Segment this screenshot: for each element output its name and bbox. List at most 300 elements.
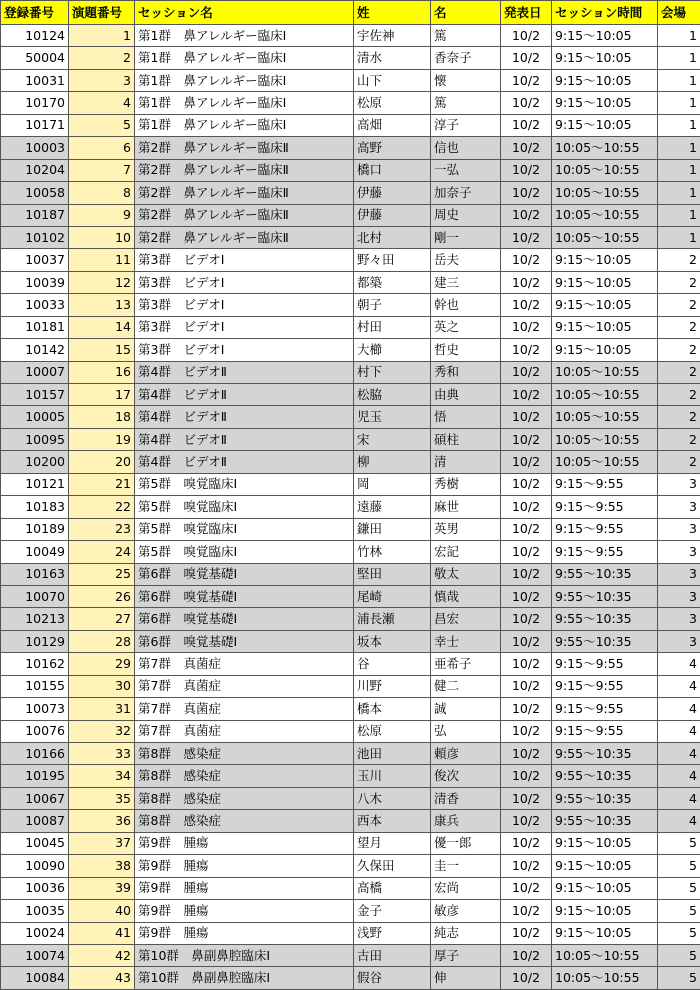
header-date: 発表日	[501, 1, 552, 25]
table-row	[1, 204, 700, 226]
session-name-cell: 第2群 鼻アレルギー臨床Ⅱ	[135, 137, 354, 159]
given-name-cell: 頼彦	[431, 743, 501, 765]
surname-cell: 松原	[354, 720, 431, 742]
presentation-number-cell: 34	[69, 765, 135, 787]
table-row	[1, 855, 700, 877]
presentation-number-cell: 6	[69, 137, 135, 159]
surname-cell: 池田	[354, 743, 431, 765]
registration-number-cell: 10073	[1, 698, 69, 720]
room-cell: 2	[658, 271, 700, 293]
given-name-cell: 幹也	[431, 294, 501, 316]
room-cell: 2	[658, 384, 700, 406]
session-name-cell: 第10群 鼻副鼻腔臨床Ⅰ	[135, 967, 354, 989]
table-row	[1, 25, 700, 47]
date-cell: 10/2	[501, 787, 552, 809]
session-name-cell: 第2群 鼻アレルギー臨床Ⅱ	[135, 159, 354, 181]
presentation-number-cell: 3	[69, 69, 135, 91]
session-name-cell: 第9群 腫瘍	[135, 832, 354, 854]
session-name-cell: 第1群 鼻アレルギー臨床Ⅰ	[135, 25, 354, 47]
registration-number-cell: 10058	[1, 182, 69, 204]
surname-cell: 岡	[354, 473, 431, 495]
presentation-number-cell: 9	[69, 204, 135, 226]
date-cell: 10/2	[501, 25, 552, 47]
header-session-time: セッション時間	[552, 1, 658, 25]
room-cell: 2	[658, 361, 700, 383]
registration-number-cell: 10049	[1, 541, 69, 563]
session-name-cell: 第6群 嗅覚基礎Ⅰ	[135, 585, 354, 607]
session-name-cell: 第3群 ビデオⅠ	[135, 316, 354, 338]
table-row	[1, 114, 700, 136]
room-cell: 1	[658, 159, 700, 181]
given-name-cell: 哲史	[431, 339, 501, 361]
surname-cell: 假谷	[354, 967, 431, 989]
given-name-cell: 信也	[431, 137, 501, 159]
registration-number-cell: 10155	[1, 675, 69, 697]
session-name-cell: 第2群 鼻アレルギー臨床Ⅱ	[135, 226, 354, 248]
header-registration-number: 登録番号	[1, 1, 69, 25]
presentation-number-cell: 20	[69, 451, 135, 473]
table-row	[1, 967, 700, 989]
session-name-cell: 第5群 嗅覚臨床Ⅰ	[135, 541, 354, 563]
session-time-cell: 9:15～10:05	[552, 271, 658, 293]
session-time-cell: 9:15～10:05	[552, 294, 658, 316]
date-cell: 10/2	[501, 339, 552, 361]
presentation-number-cell: 38	[69, 855, 135, 877]
session-time-cell: 9:15～9:55	[552, 496, 658, 518]
surname-cell: 野々田	[354, 249, 431, 271]
date-cell: 10/2	[501, 765, 552, 787]
given-name-cell: 慎哉	[431, 585, 501, 607]
room-cell: 4	[658, 765, 700, 787]
room-cell: 1	[658, 226, 700, 248]
surname-cell: 鎌田	[354, 518, 431, 540]
date-cell: 10/2	[501, 608, 552, 630]
presentation-number-cell: 30	[69, 675, 135, 697]
given-name-cell: 伸	[431, 967, 501, 989]
date-cell: 10/2	[501, 226, 552, 248]
session-name-cell: 第2群 鼻アレルギー臨床Ⅱ	[135, 182, 354, 204]
session-time-cell: 9:15～10:05	[552, 92, 658, 114]
surname-cell: 高野	[354, 137, 431, 159]
registration-number-cell: 10121	[1, 473, 69, 495]
table-row	[1, 496, 700, 518]
session-name-cell: 第5群 嗅覚臨床Ⅰ	[135, 518, 354, 540]
presentation-number-cell: 37	[69, 832, 135, 854]
surname-cell: 村下	[354, 361, 431, 383]
date-cell: 10/2	[501, 743, 552, 765]
table-row	[1, 810, 700, 832]
table-row	[1, 406, 700, 428]
presentation-number-cell: 5	[69, 114, 135, 136]
presentation-number-cell: 33	[69, 743, 135, 765]
session-name-cell: 第7群 真菌症	[135, 698, 354, 720]
room-cell: 4	[658, 743, 700, 765]
session-name-cell: 第1群 鼻アレルギー臨床Ⅰ	[135, 69, 354, 91]
presentation-number-cell: 21	[69, 473, 135, 495]
surname-cell: 都築	[354, 271, 431, 293]
session-name-cell: 第4群 ビデオⅡ	[135, 361, 354, 383]
date-cell: 10/2	[501, 675, 552, 697]
date-cell: 10/2	[501, 204, 552, 226]
session-time-cell: 10:05～10:55	[552, 967, 658, 989]
registration-number-cell: 50004	[1, 47, 69, 69]
registration-number-cell: 10074	[1, 944, 69, 966]
room-cell: 4	[658, 810, 700, 832]
given-name-cell: 幸士	[431, 630, 501, 652]
room-cell: 5	[658, 855, 700, 877]
session-name-cell: 第6群 嗅覚基礎Ⅰ	[135, 608, 354, 630]
session-name-cell: 第1群 鼻アレルギー臨床Ⅰ	[135, 92, 354, 114]
presentation-number-cell: 40	[69, 900, 135, 922]
date-cell: 10/2	[501, 653, 552, 675]
date-cell: 10/2	[501, 810, 552, 832]
session-name-cell: 第1群 鼻アレルギー臨床Ⅰ	[135, 47, 354, 69]
room-cell: 1	[658, 137, 700, 159]
registration-number-cell: 10007	[1, 361, 69, 383]
table-row	[1, 361, 700, 383]
session-time-cell: 9:55～10:35	[552, 743, 658, 765]
session-name-cell: 第3群 ビデオⅠ	[135, 271, 354, 293]
date-cell: 10/2	[501, 855, 552, 877]
surname-cell: 村田	[354, 316, 431, 338]
surname-cell: 宇佐神	[354, 25, 431, 47]
table-row	[1, 832, 700, 854]
session-time-cell: 9:15～9:55	[552, 518, 658, 540]
registration-number-cell: 10181	[1, 316, 69, 338]
session-time-cell: 9:15～10:05	[552, 339, 658, 361]
given-name-cell: 篤	[431, 25, 501, 47]
table-row	[1, 69, 700, 91]
presentation-number-cell: 26	[69, 585, 135, 607]
surname-cell: 大櫛	[354, 339, 431, 361]
date-cell: 10/2	[501, 182, 552, 204]
surname-cell: 玉川	[354, 765, 431, 787]
surname-cell: 山下	[354, 69, 431, 91]
table-row	[1, 743, 700, 765]
date-cell: 10/2	[501, 967, 552, 989]
registration-number-cell: 10157	[1, 384, 69, 406]
room-cell: 2	[658, 406, 700, 428]
session-name-cell: 第1群 鼻アレルギー臨床Ⅰ	[135, 114, 354, 136]
given-name-cell: 香奈子	[431, 47, 501, 69]
surname-cell: 浦長瀬	[354, 608, 431, 630]
room-cell: 5	[658, 900, 700, 922]
session-name-cell: 第3群 ビデオⅠ	[135, 339, 354, 361]
date-cell: 10/2	[501, 944, 552, 966]
registration-number-cell: 10090	[1, 855, 69, 877]
registration-number-cell: 10166	[1, 743, 69, 765]
room-cell: 5	[658, 922, 700, 944]
registration-number-cell: 10087	[1, 810, 69, 832]
table-row	[1, 765, 700, 787]
room-cell: 3	[658, 518, 700, 540]
registration-number-cell: 10005	[1, 406, 69, 428]
room-cell: 2	[658, 316, 700, 338]
room-cell: 1	[658, 92, 700, 114]
registration-number-cell: 10162	[1, 653, 69, 675]
session-time-cell: 9:15～10:05	[552, 877, 658, 899]
given-name-cell: 碩柱	[431, 428, 501, 450]
registration-number-cell: 10163	[1, 563, 69, 585]
session-name-cell: 第8群 感染症	[135, 810, 354, 832]
presentation-number-cell: 31	[69, 698, 135, 720]
date-cell: 10/2	[501, 922, 552, 944]
table-body	[1, 25, 700, 990]
given-name-cell: 敬太	[431, 563, 501, 585]
table-row	[1, 944, 700, 966]
session-name-cell: 第4群 ビデオⅡ	[135, 451, 354, 473]
presentation-number-cell: 13	[69, 294, 135, 316]
room-cell: 3	[658, 608, 700, 630]
registration-number-cell: 10200	[1, 451, 69, 473]
given-name-cell: 厚子	[431, 944, 501, 966]
surname-cell: 清水	[354, 47, 431, 69]
session-name-cell: 第6群 嗅覚基礎Ⅰ	[135, 630, 354, 652]
session-name-cell: 第9群 腫瘍	[135, 900, 354, 922]
registration-number-cell: 10024	[1, 922, 69, 944]
given-name-cell: 宏記	[431, 541, 501, 563]
session-time-cell: 10:05～10:55	[552, 944, 658, 966]
table-row	[1, 877, 700, 899]
surname-cell: 遠藤	[354, 496, 431, 518]
session-time-cell: 10:05～10:55	[552, 137, 658, 159]
table-row	[1, 585, 700, 607]
room-cell: 2	[658, 339, 700, 361]
table-row	[1, 182, 700, 204]
session-time-cell: 9:15～9:55	[552, 698, 658, 720]
registration-number-cell: 10187	[1, 204, 69, 226]
room-cell: 4	[658, 787, 700, 809]
presentation-number-cell: 36	[69, 810, 135, 832]
session-time-cell: 10:05～10:55	[552, 451, 658, 473]
session-name-cell: 第4群 ビデオⅡ	[135, 406, 354, 428]
session-name-cell: 第5群 嗅覚臨床Ⅰ	[135, 473, 354, 495]
given-name-cell: 康兵	[431, 810, 501, 832]
presentation-number-cell: 19	[69, 428, 135, 450]
registration-number-cell: 10035	[1, 900, 69, 922]
given-name-cell: 圭一	[431, 855, 501, 877]
session-time-cell: 9:15～10:05	[552, 922, 658, 944]
session-time-cell: 10:05～10:55	[552, 384, 658, 406]
given-name-cell: 宏尚	[431, 877, 501, 899]
presentation-number-cell: 11	[69, 249, 135, 271]
session-name-cell: 第7群 真菌症	[135, 653, 354, 675]
presentation-number-cell: 1	[69, 25, 135, 47]
table-row	[1, 698, 700, 720]
room-cell: 1	[658, 69, 700, 91]
surname-cell: 金子	[354, 900, 431, 922]
table-row	[1, 159, 700, 181]
registration-number-cell: 10031	[1, 69, 69, 91]
surname-cell: 柳	[354, 451, 431, 473]
registration-number-cell: 10142	[1, 339, 69, 361]
registration-number-cell: 10070	[1, 585, 69, 607]
session-time-cell: 9:55～10:35	[552, 630, 658, 652]
session-name-cell: 第8群 感染症	[135, 765, 354, 787]
header-surname: 姓	[354, 1, 431, 25]
surname-cell: 浅野	[354, 922, 431, 944]
date-cell: 10/2	[501, 473, 552, 495]
session-time-cell: 9:15～10:05	[552, 47, 658, 69]
session-name-cell: 第8群 感染症	[135, 743, 354, 765]
room-cell: 2	[658, 428, 700, 450]
date-cell: 10/2	[501, 563, 552, 585]
session-time-cell: 9:55～10:35	[552, 585, 658, 607]
room-cell: 1	[658, 47, 700, 69]
registration-number-cell: 10204	[1, 159, 69, 181]
session-time-cell: 9:15～10:05	[552, 249, 658, 271]
table-row	[1, 518, 700, 540]
room-cell: 5	[658, 832, 700, 854]
session-time-cell: 10:05～10:55	[552, 406, 658, 428]
given-name-cell: 誠	[431, 698, 501, 720]
registration-number-cell: 10076	[1, 720, 69, 742]
date-cell: 10/2	[501, 541, 552, 563]
date-cell: 10/2	[501, 92, 552, 114]
table-row	[1, 294, 700, 316]
surname-cell: 竹林	[354, 541, 431, 563]
date-cell: 10/2	[501, 271, 552, 293]
date-cell: 10/2	[501, 69, 552, 91]
date-cell: 10/2	[501, 698, 552, 720]
session-time-cell: 9:55～10:35	[552, 787, 658, 809]
given-name-cell: 懐	[431, 69, 501, 91]
header-session-name: セッション名	[135, 1, 354, 25]
session-time-cell: 9:15～9:55	[552, 675, 658, 697]
given-name-cell: 健二	[431, 675, 501, 697]
registration-number-cell: 10095	[1, 428, 69, 450]
given-name-cell: 俊次	[431, 765, 501, 787]
session-time-cell: 9:15～10:05	[552, 832, 658, 854]
header-room: 会場	[658, 1, 700, 25]
room-cell: 2	[658, 294, 700, 316]
given-name-cell: 清香	[431, 787, 501, 809]
registration-number-cell: 10033	[1, 294, 69, 316]
given-name-cell: 亜希子	[431, 653, 501, 675]
surname-cell: 橋口	[354, 159, 431, 181]
given-name-cell: 英之	[431, 316, 501, 338]
header-presentation-number: 演題番号	[69, 1, 135, 25]
table-row	[1, 226, 700, 248]
registration-number-cell: 10129	[1, 630, 69, 652]
table-row	[1, 384, 700, 406]
surname-cell: 久保田	[354, 855, 431, 877]
registration-number-cell: 10067	[1, 787, 69, 809]
room-cell: 3	[658, 630, 700, 652]
given-name-cell: 建三	[431, 271, 501, 293]
session-time-cell: 9:55～10:35	[552, 765, 658, 787]
room-cell: 5	[658, 877, 700, 899]
session-name-cell: 第8群 感染症	[135, 787, 354, 809]
registration-number-cell: 10084	[1, 967, 69, 989]
surname-cell: 高橋	[354, 877, 431, 899]
session-name-cell: 第4群 ビデオⅡ	[135, 384, 354, 406]
table-row	[1, 608, 700, 630]
registration-number-cell: 10189	[1, 518, 69, 540]
presentation-number-cell: 2	[69, 47, 135, 69]
given-name-cell: 加奈子	[431, 182, 501, 204]
registration-number-cell: 10102	[1, 226, 69, 248]
room-cell: 5	[658, 944, 700, 966]
given-name-cell: 英男	[431, 518, 501, 540]
given-name-cell: 秀樹	[431, 473, 501, 495]
surname-cell: 望月	[354, 832, 431, 854]
presentation-number-cell: 18	[69, 406, 135, 428]
presentation-number-cell: 12	[69, 271, 135, 293]
room-cell: 4	[658, 675, 700, 697]
surname-cell: 西本	[354, 810, 431, 832]
date-cell: 10/2	[501, 384, 552, 406]
surname-cell: 北村	[354, 226, 431, 248]
presentation-number-cell: 29	[69, 653, 135, 675]
registration-number-cell: 10171	[1, 114, 69, 136]
given-name-cell: 純志	[431, 922, 501, 944]
date-cell: 10/2	[501, 406, 552, 428]
surname-cell: 尾崎	[354, 585, 431, 607]
given-name-cell: 秀和	[431, 361, 501, 383]
given-name-cell: 淳子	[431, 114, 501, 136]
date-cell: 10/2	[501, 159, 552, 181]
given-name-cell: 剛一	[431, 226, 501, 248]
session-time-cell: 9:15～10:05	[552, 25, 658, 47]
given-name-cell: 岳夫	[431, 249, 501, 271]
room-cell: 1	[658, 204, 700, 226]
given-name-cell: 篤	[431, 92, 501, 114]
date-cell: 10/2	[501, 900, 552, 922]
surname-cell: 谷	[354, 653, 431, 675]
surname-cell: 橋本	[354, 698, 431, 720]
registration-number-cell: 10170	[1, 92, 69, 114]
session-time-cell: 9:55～10:35	[552, 608, 658, 630]
session-name-cell: 第5群 嗅覚臨床Ⅰ	[135, 496, 354, 518]
surname-cell: 児玉	[354, 406, 431, 428]
date-cell: 10/2	[501, 832, 552, 854]
room-cell: 4	[658, 653, 700, 675]
room-cell: 4	[658, 720, 700, 742]
session-name-cell: 第10群 鼻副鼻腔臨床Ⅰ	[135, 944, 354, 966]
given-name-cell: 清	[431, 451, 501, 473]
session-time-cell: 10:05～10:55	[552, 226, 658, 248]
registration-number-cell: 10003	[1, 137, 69, 159]
table-row	[1, 675, 700, 697]
table-row	[1, 720, 700, 742]
date-cell: 10/2	[501, 428, 552, 450]
session-time-cell: 10:05～10:55	[552, 182, 658, 204]
session-name-cell: 第7群 真菌症	[135, 720, 354, 742]
date-cell: 10/2	[501, 47, 552, 69]
presentation-number-cell: 22	[69, 496, 135, 518]
table-row	[1, 630, 700, 652]
surname-cell: 朝子	[354, 294, 431, 316]
presentation-number-cell: 24	[69, 541, 135, 563]
surname-cell: 堅田	[354, 563, 431, 585]
table-row	[1, 922, 700, 944]
session-time-cell: 9:15～9:55	[552, 473, 658, 495]
surname-cell: 松脇	[354, 384, 431, 406]
registration-number-cell: 10045	[1, 832, 69, 854]
given-name-cell: 悟	[431, 406, 501, 428]
table-row	[1, 653, 700, 675]
presentation-number-cell: 25	[69, 563, 135, 585]
given-name-cell: 優一郎	[431, 832, 501, 854]
date-cell: 10/2	[501, 877, 552, 899]
room-cell: 2	[658, 451, 700, 473]
presentation-number-cell: 42	[69, 944, 135, 966]
presentation-number-cell: 4	[69, 92, 135, 114]
presentation-number-cell: 43	[69, 967, 135, 989]
session-name-cell: 第7群 真菌症	[135, 675, 354, 697]
room-cell: 3	[658, 496, 700, 518]
